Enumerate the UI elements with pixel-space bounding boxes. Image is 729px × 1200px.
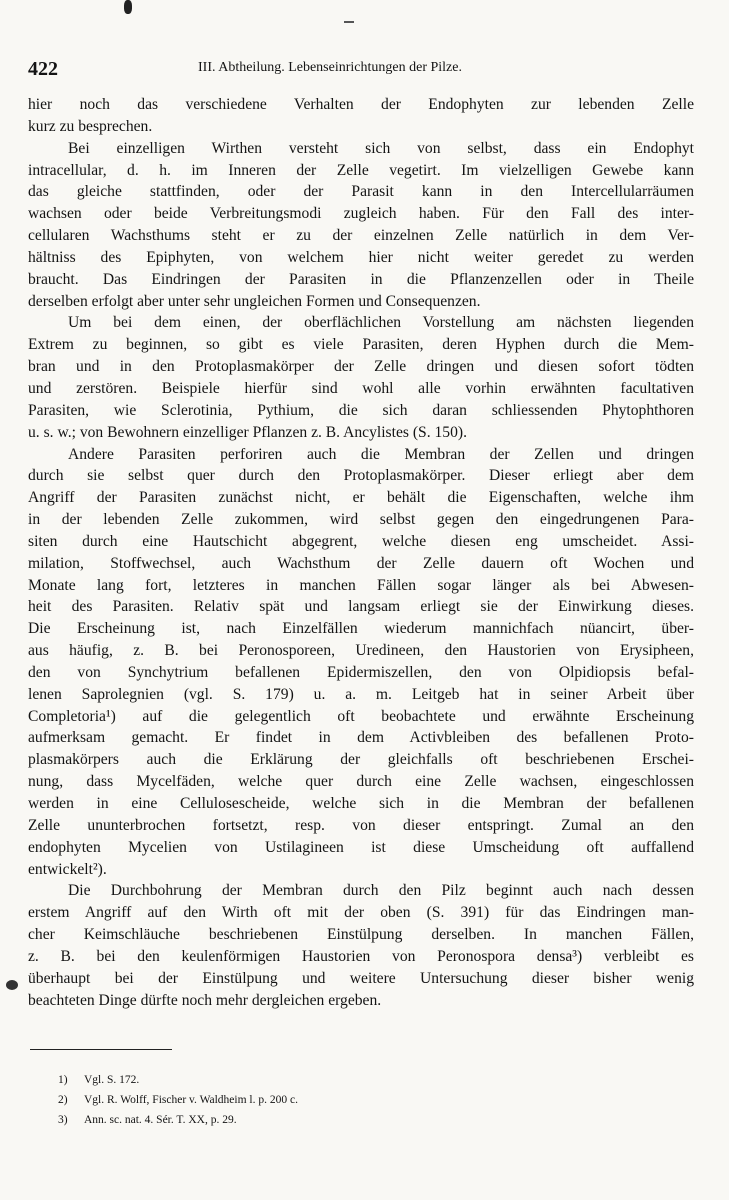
- text-line: Zelle ununterbrochen fortsetzt, resp. von dieser entspringt. Zumal an den: [28, 816, 694, 834]
- ink-mark: [344, 21, 354, 23]
- text-line: aus häufig, z. B. bei Peronosporeen, Uredineen, den Haustorien von Erysipheen,: [28, 642, 694, 660]
- footnote-divider: [30, 1049, 172, 1050]
- text-line: Die Erscheinung ist, nach Einzelfällen wiederum mannichfach nüancirt, über-: [28, 620, 694, 638]
- text-line: lenen Saprolegnien (vgl. S. 179) u. a. m. Leitgeb hat in seiner Arbeit über: [28, 685, 694, 703]
- text-line: entwickelt²).: [28, 860, 107, 878]
- text-line: z. B. bei den keulenförmigen Haustorien von Peronospora densa³) verbleibt es: [28, 947, 694, 965]
- footnote-text: Vgl. S. 172.: [84, 1074, 140, 1086]
- text-line: kurz zu besprechen.: [28, 117, 153, 135]
- text-line: Bei einzelligen Wirthen versteht sich von selbst, dass ein Endophyt: [68, 139, 694, 157]
- text-line: endophyten Mycelien von Ustilagineen ist diese Umscheidung oft auffallend: [28, 838, 694, 856]
- text-line: beachteten Dinge dürfte noch mehr dergleichen ergeben.: [28, 991, 382, 1009]
- page-header: [28, 56, 700, 86]
- ink-blot: [6, 980, 18, 990]
- body-text: [28, 94, 694, 1011]
- text-line: Andere Parasiten perforiren auch die Membran der Zellen und dringen: [68, 445, 694, 463]
- text-line: das gleiche stattfinden, oder der Parasit kann in den Intercellularräumen: [28, 183, 694, 201]
- text-line: Die Durchbohrung der Membran durch den Pilz beginnt auch nach dessen: [68, 882, 694, 900]
- text-line: durch sie selbst quer durch den Protoplasmakörper. Dieser erliegt aber dem: [28, 467, 694, 485]
- text-line: braucht. Das Eindringen der Parasiten in die Pflanzenzellen oder in Theile: [28, 270, 694, 288]
- text-line: cellularen Wachsthums steht er zu der einzelnen Zelle natürlich in dem Ver-: [28, 227, 694, 245]
- text-line: plasmakörpers auch die Erklärung der gleichfalls oft beschriebenen Erschei-: [28, 751, 694, 769]
- text-line: wachsen oder beide Verbreitungsmodi zugleich haben. Für den Fall des inter-: [28, 205, 694, 223]
- text-line: derselben erfolgt aber unter sehr ungleichen Formen und Consequenzen.: [28, 292, 481, 310]
- text-line: den von Synchytrium befallenen Epidermiszellen, den von Olpidiopsis befal-: [28, 663, 694, 681]
- text-line: Parasiten, wie Sclerotinia, Pythium, die sich daran schliessenden Phytophthoren: [28, 401, 694, 419]
- page-number: 422: [28, 58, 58, 80]
- text-line: Completoria¹) auf die gelegentlich oft beobachtete und erwähnte Erscheinung: [28, 707, 694, 725]
- text-line: intracellular, d. h. im Inneren der Zelle vegetirt. Im vielzelligen Gewebe kann: [28, 161, 694, 179]
- footnote-number: 2): [58, 1094, 68, 1106]
- footnote: [58, 1110, 478, 1130]
- footnote: [58, 1090, 478, 1110]
- text-line: Um bei dem einen, der oberflächlichen Vorstellung am nächsten liegenden: [68, 314, 694, 332]
- footnotes: [58, 1070, 478, 1130]
- text-line: u. s. w.; von Bewohnern einzelliger Pflanzen z. B. Ancylistes (S. 150).: [28, 423, 467, 441]
- footnote-number: 3): [58, 1114, 68, 1126]
- text-line: cher Keimschläuche beschriebenen Einstülpung derselben. In manchen Fällen,: [28, 926, 694, 944]
- text-line: Monate lang fort, letzteres in manchen Fällen sogar länger als bei Abwesen-: [28, 576, 694, 594]
- text-line: Angriff der Parasiten zunächst nicht, er behält die Eigenschaften, welche ihm: [28, 489, 694, 507]
- text-line: milation, Stoffwechsel, auch Wachsthum der Zelle dauern oft Wochen und: [28, 554, 694, 572]
- text-line: erstem Angriff auf den Wirth oft mit der oben (S. 391) für das Eindringen man-: [28, 904, 694, 922]
- text-line: heit des Parasiten. Relativ spät und langsam erliegt sie der Einwirkung dieses.: [28, 598, 694, 616]
- text-line: in der lebenden Zelle zukommen, wird selbst gegen den eingedrungenen Para-: [28, 511, 694, 529]
- footnote-text: Vgl. R. Wolff, Fischer v. Waldheim l. p. 200 c.: [84, 1094, 298, 1106]
- text-line: und zerstören. Beispiele hierfür sind wohl alle vorhin erwähnten facultativen: [28, 379, 694, 397]
- footnote-text: Ann. sc. nat. 4. Sér. T. XX, p. 29.: [84, 1114, 237, 1126]
- text-line: werden in eine Cellulosescheide, welche sich in die Membran der befallenen: [28, 795, 694, 812]
- text-line: nung, dass Mycelfäden, welche quer durch eine Zelle wachsen, eingeschlossen: [28, 773, 694, 791]
- footnote: [58, 1070, 478, 1090]
- text-line: überhaupt bei der Einstülpung und weitere Untersuchung dieser bisher wenig: [28, 969, 694, 987]
- text-line: bran und in den Protoplasmakörper der Zelle dringen und diesen sofort tödten: [28, 358, 694, 376]
- running-head: III. Abtheilung. Lebenseinrichtungen der Pilze.: [198, 60, 462, 75]
- text-line: Extrem zu beginnen, so gibt es viele Parasiten, deren Hyphen durch die Mem-: [28, 336, 694, 354]
- text-line: hier noch das verschiedene Verhalten der Endophyten zur lebenden Zelle: [28, 96, 694, 113]
- text-line: aufmerksam gemacht. Er findet in dem Activbleiben des befallenen Proto-: [28, 729, 694, 747]
- ink-blot: [124, 0, 132, 14]
- text-line: hältniss des Epiphyten, von welchem hier nicht weiter geredet zu werden: [28, 248, 694, 266]
- text-line: siten durch eine Hautschicht abgegrent, welche diesen eng umscheidet. Assi-: [28, 532, 694, 550]
- footnote-number: 1): [58, 1074, 68, 1086]
